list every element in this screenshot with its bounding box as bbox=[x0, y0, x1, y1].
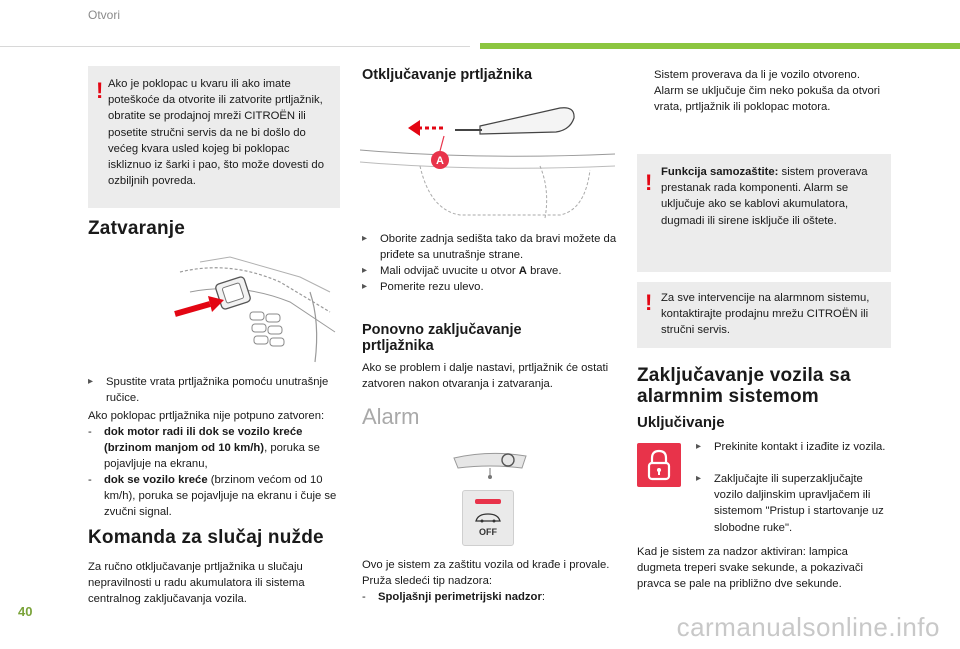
alarm-sensor-drawing bbox=[450, 448, 530, 482]
padlock-icon bbox=[637, 443, 681, 487]
activate-bullet-2 bbox=[696, 471, 886, 536]
activate-bullet-1 bbox=[696, 439, 886, 455]
activate-bullet-1-text: Prekinite kontakt i izađite iz vozila. bbox=[714, 441, 886, 453]
close-item-1: - dok motor radi ili dok se vozilo kreće (brzinom manjom od 10 km/h), poruka se pojavljuje na ekranu, bbox=[88, 426, 320, 471]
unlock-bullet-2-bold: A bbox=[518, 265, 527, 277]
unlock-bullet-3-text: Pomerite rezu ulevo. bbox=[380, 281, 484, 293]
close-item-1-rest: , poruka se pojavljuje na ekranu, bbox=[104, 442, 320, 471]
section-title-lock-alarm: Zaključavanje vozila sa alarmnim sistemom bbox=[637, 365, 851, 407]
page-number: 40 bbox=[18, 604, 33, 619]
trunk-handle-drawing bbox=[170, 252, 340, 370]
close-intro-text: Ako poklopac prtljažnika nije potpuno zatvoren: bbox=[88, 410, 325, 422]
unlock-bullet-2-rest: brave. bbox=[526, 265, 562, 277]
section-title-relock: Ponovno zaključavanje prtljažnika bbox=[362, 322, 522, 354]
box2-text: Za sve intervencije na alarmnom sistemu, kontaktirajte prodajnu mrežu CITROËN ili stručni servis. bbox=[661, 292, 870, 337]
bullet-marker-icon: ▸ bbox=[362, 265, 368, 276]
trunk-lock-illustration bbox=[360, 100, 615, 220]
unlock-bullet-1-text: Oborite zadnja sedišta tako da bravi možete da priđete sa unutrašnje strane. bbox=[380, 233, 617, 262]
watermark-text: carmanualsonline.info bbox=[676, 612, 940, 642]
warning-box-trunk bbox=[88, 66, 340, 208]
alarm-sensor-illustration bbox=[450, 448, 530, 482]
unlock-bullet-1 bbox=[362, 231, 617, 263]
box1-rest: sistem proverava prestanak rada komponenti. Alarm se uključuje ako se kablovi akumulatora, dugmadi ili sirene isključe ili oštete. bbox=[661, 166, 868, 227]
section-title-activate: Uključivanje bbox=[637, 414, 725, 431]
warning-icon: ! bbox=[645, 170, 653, 195]
bullet-marker-icon: ▸ bbox=[88, 376, 94, 387]
close-item-1-bold: dok motor radi ili dok se vozilo kreće (brzinom manjom od 10 km/h) bbox=[104, 426, 303, 455]
section-title-emergency: Komanda za slučaj nužde bbox=[88, 527, 324, 548]
bullet-marker-icon: ▸ bbox=[362, 233, 368, 244]
alarm-text: Ovo je sistem za zaštitu vozila od krađe i provale. Pruža sledeći tip nadzora: bbox=[362, 559, 610, 588]
box1-bold: Funkcija samozaštite: bbox=[661, 166, 779, 178]
unlock-bullet-2-text: Mali odvijač uvucite u otvor bbox=[380, 265, 516, 277]
emergency-text: Za ručno otključavanje prtljažnika u slučaju nepravilnosti u radu akumulatora ili sistema centralnog zaključavanja vozila. bbox=[88, 561, 305, 606]
unlock-bullet-3 bbox=[362, 279, 617, 295]
off-label: OFF bbox=[479, 527, 497, 537]
warning-icon: ! bbox=[96, 78, 104, 103]
bullet-marker-icon: ▸ bbox=[696, 441, 702, 452]
alarm-off-button[interactable] bbox=[462, 490, 514, 546]
header-divider bbox=[0, 46, 470, 47]
warning-box-text: Ako je poklopac u kvaru ili ako imate poteškoće da otvorite ili zatvorite prtljažnik, obratite se prodajnoj mreži CITROËN ili posetite stručni servis da ne bi došlo do većeg kvara usled kojeg bi poklopac iskliznuo iz šarki i pao, što može dovesti do ozbiljnih povreda. bbox=[108, 78, 324, 188]
trunk-lock-drawing bbox=[360, 100, 615, 220]
activation-final-text: Kad je sistem za nadzor aktiviran: lampica dugmeta treperi svake sekunde, a pokazivači pravca se pale na približno dve sekunde. bbox=[637, 546, 864, 591]
section-title-alarm: Alarm bbox=[362, 404, 420, 429]
unlock-bullet-2 bbox=[362, 263, 617, 279]
alarm-item-bold: Spoljašnji perimetrijski nadzor bbox=[378, 591, 542, 603]
warning-box-self-protection bbox=[637, 154, 891, 272]
section-title-unlock: Otključavanje prtljažnika bbox=[362, 67, 533, 83]
close-item-2: - dok se vozilo kreće (brzinom većom od 10 km/h), poruka se pojavljuje na ekranu i čuje se zvučni signal. bbox=[88, 474, 337, 519]
car-alarm-icon bbox=[473, 511, 503, 525]
bullet-marker-icon: ▸ bbox=[696, 473, 702, 484]
lock-button-icon bbox=[637, 443, 681, 487]
warning-box-interventions bbox=[637, 282, 891, 348]
section-title-close: Zatvaranje bbox=[88, 218, 186, 239]
callout-label-a: A bbox=[436, 155, 444, 167]
chapter-accent-bar bbox=[480, 43, 960, 49]
alarm-button-led bbox=[475, 499, 501, 504]
warning-icon: ! bbox=[645, 290, 653, 315]
trunk-handle-illustration bbox=[170, 252, 340, 370]
close-bullet-text: Spustite vrata prtljažnika pomoću unutrašnje ručice. bbox=[106, 376, 329, 405]
bullet-marker-icon: ▸ bbox=[362, 281, 368, 292]
alarm-item: - Spoljašnji perimetrijski nadzor: bbox=[362, 591, 545, 603]
page-header-title: Otvori bbox=[88, 8, 121, 22]
activate-bullet-2-text: Zaključajte ili superzaključajte vozilo daljinskim upravljačem ili sistemom "Pristup i startovanje uz slobodne ruke". bbox=[714, 473, 884, 534]
alarm-item-rest: : bbox=[541, 591, 545, 603]
close-item-2-bold: dok se vozilo kreće bbox=[104, 474, 208, 486]
close-bullet bbox=[88, 374, 340, 406]
close-item-2-rest: (brzinom većom od 10 km/h), poruka se pojavljuje na ekranu i čuje se zvučni signal. bbox=[104, 474, 337, 519]
relock-text: Ako se problem i dalje nastavi, prtljažnik će ostati zatvoren nakon otvaranja i zatvaranja. bbox=[362, 362, 609, 391]
alarm-intro-text: Sistem proverava da li je vozilo otvoreno. Alarm se uključuje čim neko pokuša da otvori vrata, prtljažnik ili poklopac motora. bbox=[654, 69, 881, 114]
